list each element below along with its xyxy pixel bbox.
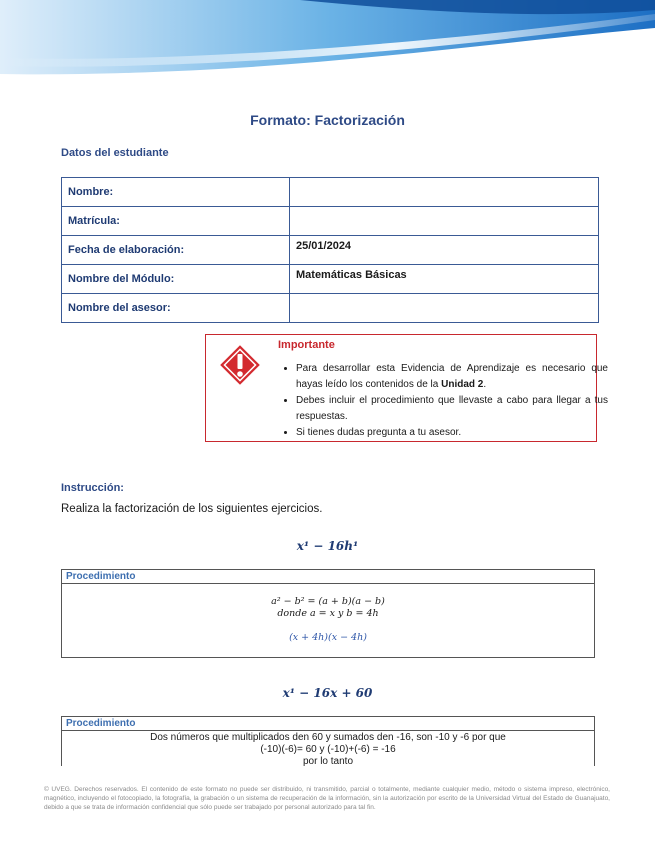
row-label-nombre: Nombre: bbox=[62, 178, 290, 207]
table-row bbox=[62, 207, 599, 236]
exercise1-result: (x + 4h)(x − 4h) bbox=[289, 632, 367, 643]
instruction-heading: Instrucción: bbox=[61, 482, 124, 494]
row-label-matricula: Matrícula: bbox=[62, 207, 290, 236]
table-row bbox=[62, 265, 599, 294]
list-item: • Debes incluir el procedimiento que llevaste a cabo para llegar a tus respuestas. bbox=[296, 393, 608, 425]
exercise2-line3: por lo tanto bbox=[302, 756, 354, 767]
row-value-matricula[interactable] bbox=[290, 207, 599, 236]
bullet1-text: Para desarrollar esta Evidencia de Aprendizaje es necesario que hayas leído los contenidos de la bbox=[296, 363, 608, 390]
important-notice-box bbox=[205, 334, 608, 442]
exercise1-procedure-box bbox=[61, 569, 595, 658]
exercise2-line1: Dos números que multiplicados den 60 y sumados den -16, son -10 y -6 por que bbox=[150, 732, 506, 743]
instruction-text: Realiza la factorización de los siguientes ejercicios. bbox=[61, 503, 323, 515]
exercise2-line2: (-10)(-6)= 60 y (-10)+(-6) = -16 bbox=[260, 744, 396, 755]
exercise1-substitution: donde a = x y b = 4h bbox=[277, 608, 379, 619]
row-value-asesor[interactable] bbox=[290, 294, 599, 323]
copyright-footer: © UVEG. Derechos reservados. El contenido de este formato no puede ser distribuido, ni transmitido, parcial o totalmente, mediante cualquier medio, método o sistema impreso, electrónico, magnético, incluyendo el fotocopiado, la fotografía, la grabación o un sistema de recuperación de la información, sin la autorización por escrito de la Universidad Virtual del Estado de Guanajuato, debido a que se trata de información confidencial que sólo puede ser trabajado por personal autorizado para tal fin. bbox=[44, 786, 610, 811]
procedure-label: Procedimiento bbox=[62, 717, 594, 731]
exercise1-formula: a² − b² = (a + b)(a − b) bbox=[271, 596, 385, 607]
row-label-fecha: Fecha de elaboración: bbox=[62, 236, 290, 265]
row-value-modulo[interactable]: Matemáticas Básicas bbox=[290, 265, 599, 294]
list-item bbox=[296, 361, 608, 393]
row-value-nombre[interactable] bbox=[290, 178, 599, 207]
row-label-modulo: Nombre del Módulo: bbox=[62, 265, 290, 294]
procedure-label: Procedimiento bbox=[62, 570, 594, 584]
exercise2-expression: x¹ − 16x + 60 bbox=[282, 686, 373, 700]
header-banner bbox=[0, 0, 655, 80]
warning-icon bbox=[220, 345, 260, 385]
important-list bbox=[278, 361, 608, 441]
student-section-heading: Datos del estudiante bbox=[61, 147, 169, 159]
table-row bbox=[62, 294, 599, 323]
page-title: Formato: Factorización bbox=[250, 112, 405, 128]
table-row bbox=[62, 178, 599, 207]
student-data-table bbox=[61, 177, 599, 323]
important-title: Importante bbox=[278, 339, 335, 351]
list-item: • Si tienes dudas pregunta a tu asesor. bbox=[296, 425, 608, 441]
bullet1-bold: Unidad 2 bbox=[441, 379, 484, 390]
table-row bbox=[62, 236, 599, 265]
bullet1-suffix: . bbox=[483, 379, 487, 390]
exercise1-expression: x¹ − 16h¹ bbox=[296, 539, 359, 553]
exercise2-procedure-box bbox=[61, 716, 595, 766]
row-value-fecha[interactable]: 25/01/2024 bbox=[290, 236, 599, 265]
row-label-asesor: Nombre del asesor: bbox=[62, 294, 290, 323]
